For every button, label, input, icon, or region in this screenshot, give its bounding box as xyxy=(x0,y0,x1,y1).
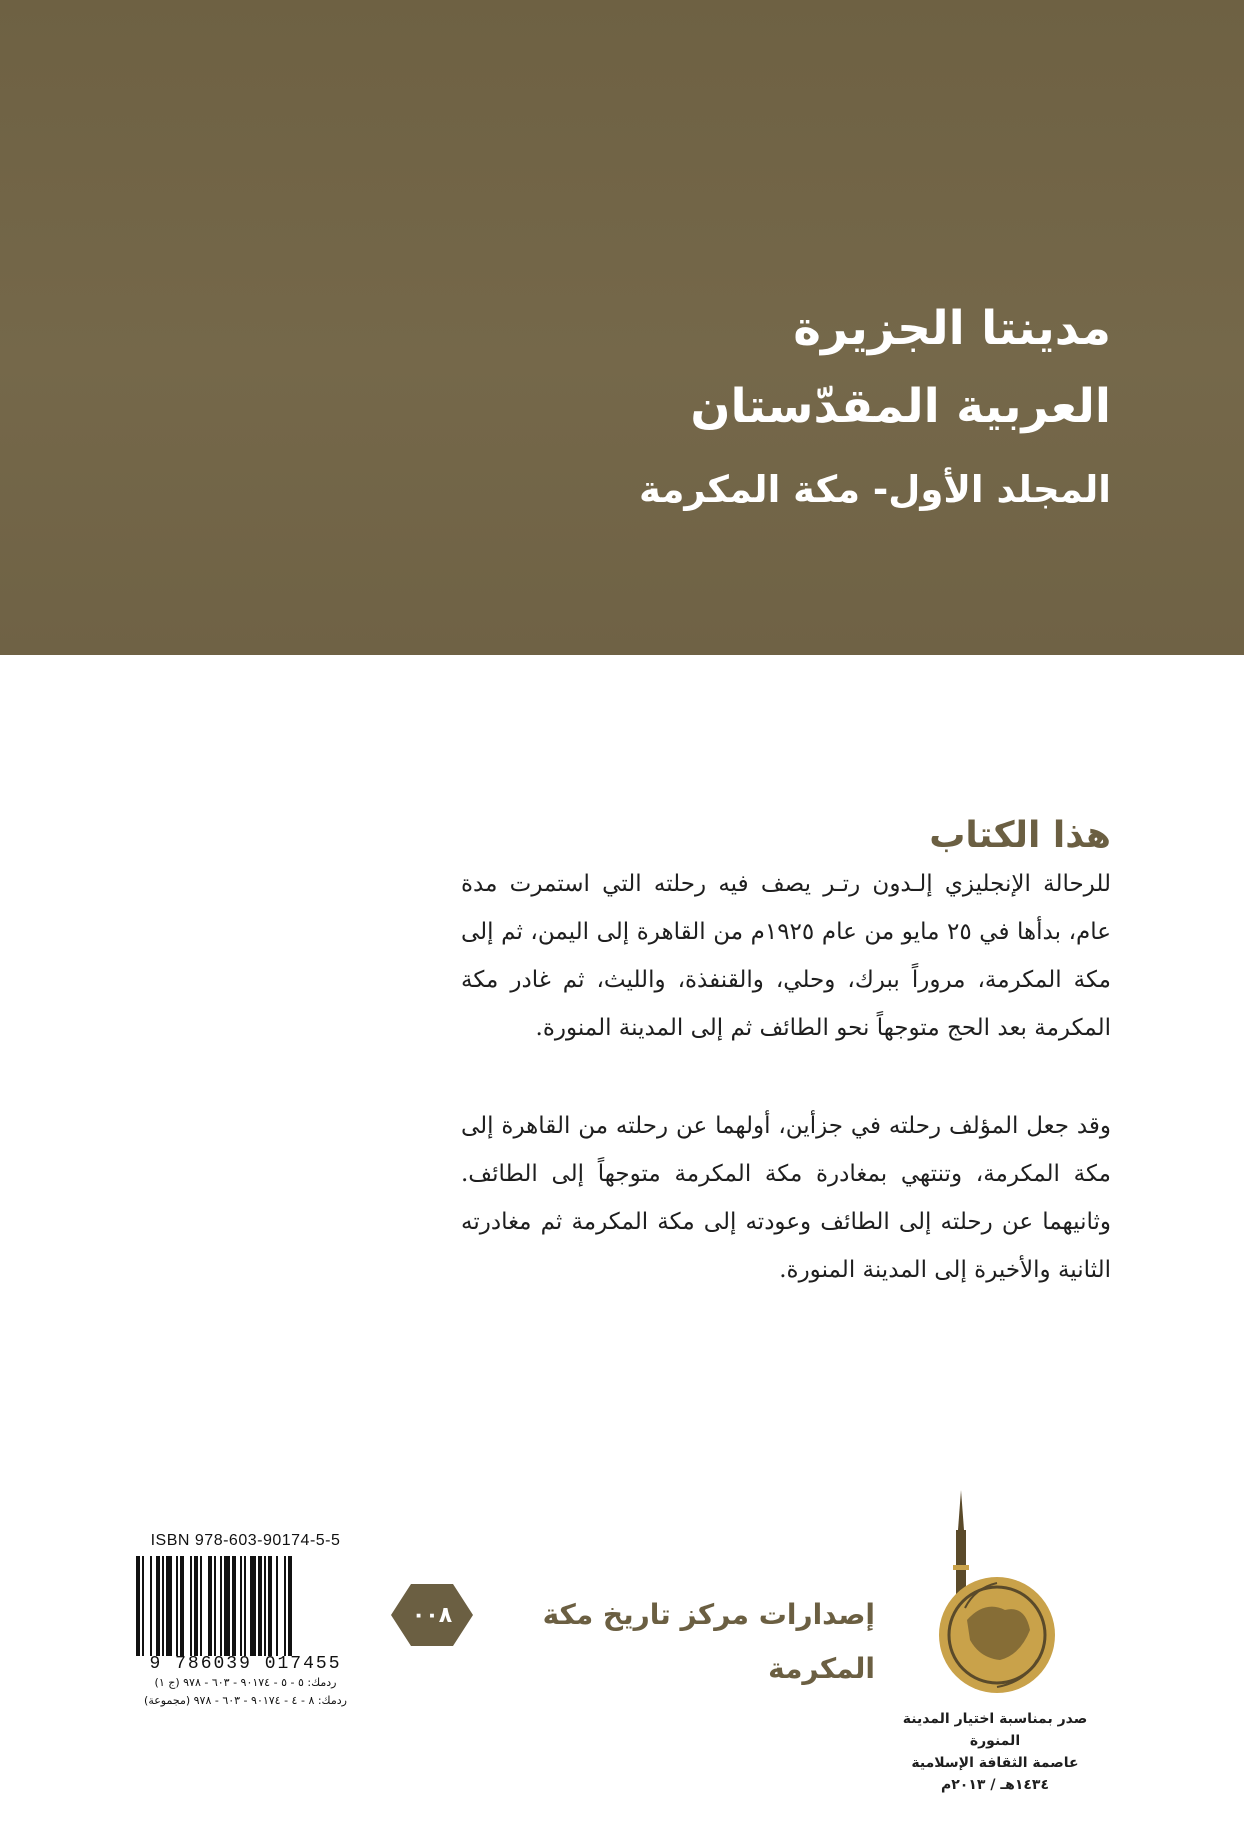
mosque-emblem-icon xyxy=(905,1490,1085,1700)
barcode-digits: 9 786039 017455 xyxy=(149,1654,342,1674)
registration-line-1: ردمك: ٥ - ٥ - ٩٠١٧٤ - ٦٠٣ - ٩٧٨ (ج ١) xyxy=(154,1676,337,1689)
registration-line-2: ردمك: ٨ - ٤ - ٩٠١٧٤ - ٦٠٣ - ٩٧٨ (مجموعة) xyxy=(144,1694,347,1707)
occasion-line-1: صدر بمناسبة اختيار المدينة المنورة xyxy=(902,1711,1088,1749)
occasion-line-3: ١٤٣٤هـ / ٢٠١٣م xyxy=(941,1777,1049,1793)
series-title: إصدارات مركز تاريخ مكة المكرمة xyxy=(542,1598,875,1685)
occasion-line-2: عاصمة الثقافة الإسلامية xyxy=(911,1755,1079,1771)
barcode-image xyxy=(128,1556,363,1656)
title-block xyxy=(311,290,1111,511)
isbn-block xyxy=(128,1532,363,1710)
isbn-label: ISBN 978-603-90174-5-5 xyxy=(150,1532,341,1549)
about-paragraph-2: وقد جعل المؤلف رحلته في جزأين، أولهما عن رحلته من القاهرة إلى مكة المكرمة، وتنتهي بمغادرة مكة المكرمة متوجهاً إلى الطائف. وثانيهما عن رحلته إلى الطائف وعودته إلى مكة المكرمة ثم مغادرته الثانية والأخيرة إلى المدينة المنورة. xyxy=(461,1113,1111,1283)
about-heading: هذا الكتاب xyxy=(929,815,1111,856)
volume-subtitle: المجلد الأول- مكة المكرمة xyxy=(639,468,1111,511)
book-title-line-2: العربية المقدّستان xyxy=(690,379,1111,434)
series-block xyxy=(385,1580,885,1685)
series-number: ٠٠٨ xyxy=(411,1602,453,1628)
about-section xyxy=(461,815,1111,1294)
occasion-note xyxy=(880,1708,1110,1796)
about-paragraph-1: للرحالة الإنجليزي إلـدون رتـر يصف فيه رحلته التي استمرت مدة عام، بدأها في ٢٥ مايو من عام ١٩٢٥م من القاهرة إلى اليمن، ثم إلى مكة المكرمة، مروراً ببرك، وحلي، والقنفذة، والليث، ثم غادر مكة المكرمة بعد الحج متوجهاً نحو الطائف ثم إلى المدينة المنورة. xyxy=(461,871,1111,1041)
book-title-line-1: مدينتا الجزيرة xyxy=(793,301,1111,356)
